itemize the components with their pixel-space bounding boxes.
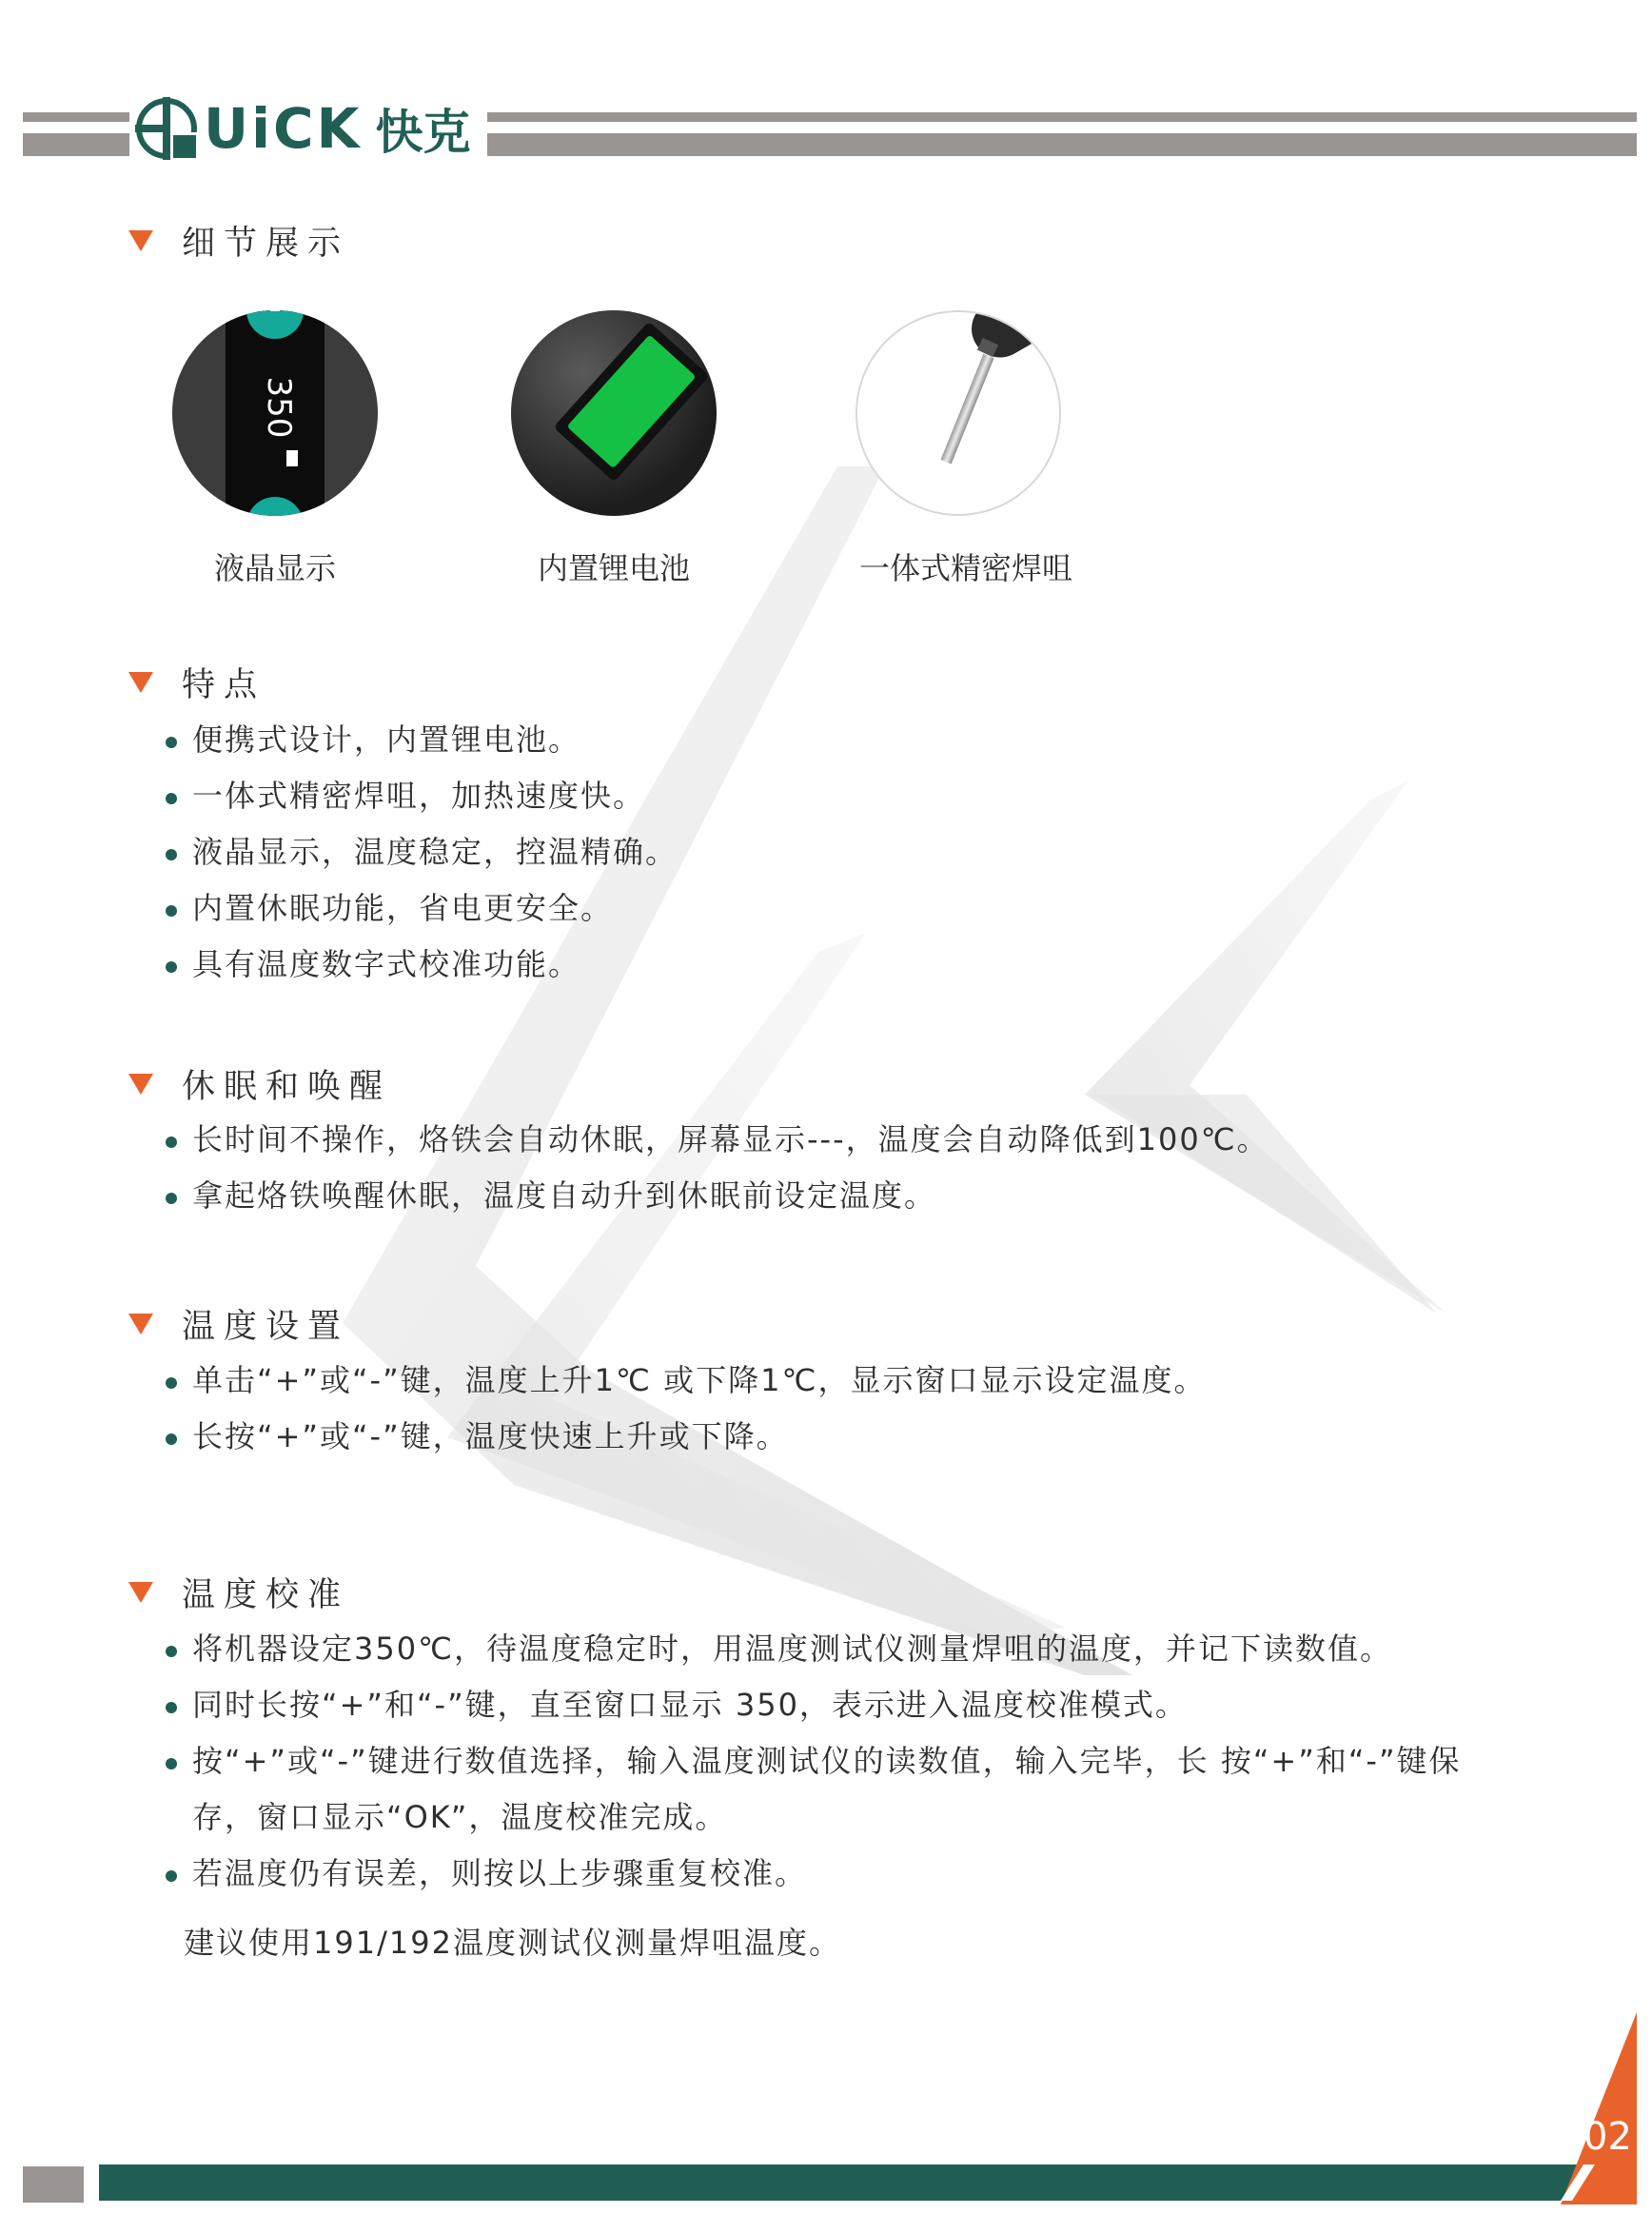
triangle-bullet-icon	[128, 1582, 153, 1603]
features-list	[164, 712, 678, 993]
logo-chinese-text: 快克	[375, 105, 471, 160]
sleep-list	[164, 1112, 1269, 1224]
triangle-bullet-icon	[128, 672, 153, 693]
section-title-sleep	[128, 1060, 391, 1108]
list-item: 便携式设计，内置锂电池。	[164, 712, 678, 768]
section-title-text: 温度校准	[182, 1576, 350, 1614]
list-item: 单击“+”或“-”键，温度上升1℃ 或下降1℃，显示窗口显示设定温度。	[164, 1353, 1206, 1409]
detail-caption-soldering-tip: 一体式精密焊咀	[858, 550, 1072, 586]
triangle-bullet-icon	[128, 1074, 153, 1095]
header-bar-right-top	[487, 112, 1637, 122]
section-title-details	[128, 217, 349, 265]
list-item: 长按“+”或“-”键，温度快速上升或下降。	[164, 1409, 1206, 1465]
list-item: 若温度仍有误差，则按以上步骤重复校准。	[164, 1846, 1524, 1902]
logo-latin-text: UiCK	[204, 96, 363, 161]
section-title-text: 休眠和唤醒	[182, 1068, 392, 1106]
section-title-text: 特点	[182, 666, 266, 704]
detail-caption-lcd: 液晶显示	[213, 550, 336, 586]
calibration-note: 建议使用191/192温度测试仪测量焊咀温度。	[184, 1925, 841, 1961]
brand-logo	[133, 86, 485, 171]
section-title-text: 细节展示	[182, 225, 350, 263]
list-item: 具有温度数字式校准功能。	[164, 937, 678, 993]
quick-logo-icon	[133, 95, 200, 162]
list-item: 内置休眠功能，省电更安全。	[164, 880, 678, 937]
header-bar-left-bottom	[23, 133, 129, 156]
footer-graphic	[0, 1999, 1652, 2214]
calibration-list	[164, 1621, 1524, 1902]
list-item: 将机器设定350℃，待温度稳定时，用温度测试仪测量焊咀的温度，并记下读数值。	[164, 1621, 1524, 1677]
list-item: 拿起烙铁唤醒休眠，温度自动升到休眠前设定温度。	[164, 1168, 1269, 1224]
page-number: 02	[1583, 2115, 1632, 2159]
temp-setting-list	[164, 1353, 1206, 1465]
battery-icon	[286, 450, 298, 466]
list-item: 液晶显示，温度稳定，控温精确。	[164, 824, 678, 880]
triangle-bullet-icon	[128, 1314, 153, 1334]
header-bar-right-bottom	[487, 133, 1637, 156]
section-title-features	[128, 659, 266, 706]
list-item: 按“+”或“-”键进行数值选择，输入温度测试仪的读数值，输入完毕，长 按“+”和“-”键保存，窗口显示“OK”，温度校准完成。	[164, 1733, 1524, 1846]
lcd-readout: 350	[260, 376, 298, 439]
list-item: 同时长按“+”和“-”键，直至窗口显示 350，表示进入温度校准模式。	[164, 1677, 1524, 1733]
list-item: 长时间不操作，烙铁会自动休眠，屏幕显示---，温度会自动降低到100℃。	[164, 1112, 1269, 1168]
detail-caption-battery: 内置锂电池	[537, 550, 690, 586]
detail-image-lcd	[172, 310, 378, 516]
section-title-text: 温度设置	[182, 1308, 350, 1346]
list-item: 一体式精密焊咀，加热速度快。	[164, 768, 678, 824]
section-title-calibration	[128, 1569, 349, 1616]
detail-image-soldering-tip	[856, 310, 1061, 516]
section-title-temp-setting	[128, 1300, 349, 1348]
header-bar-left-top	[23, 112, 129, 122]
detail-image-battery	[511, 310, 717, 516]
triangle-bullet-icon	[128, 230, 153, 251]
